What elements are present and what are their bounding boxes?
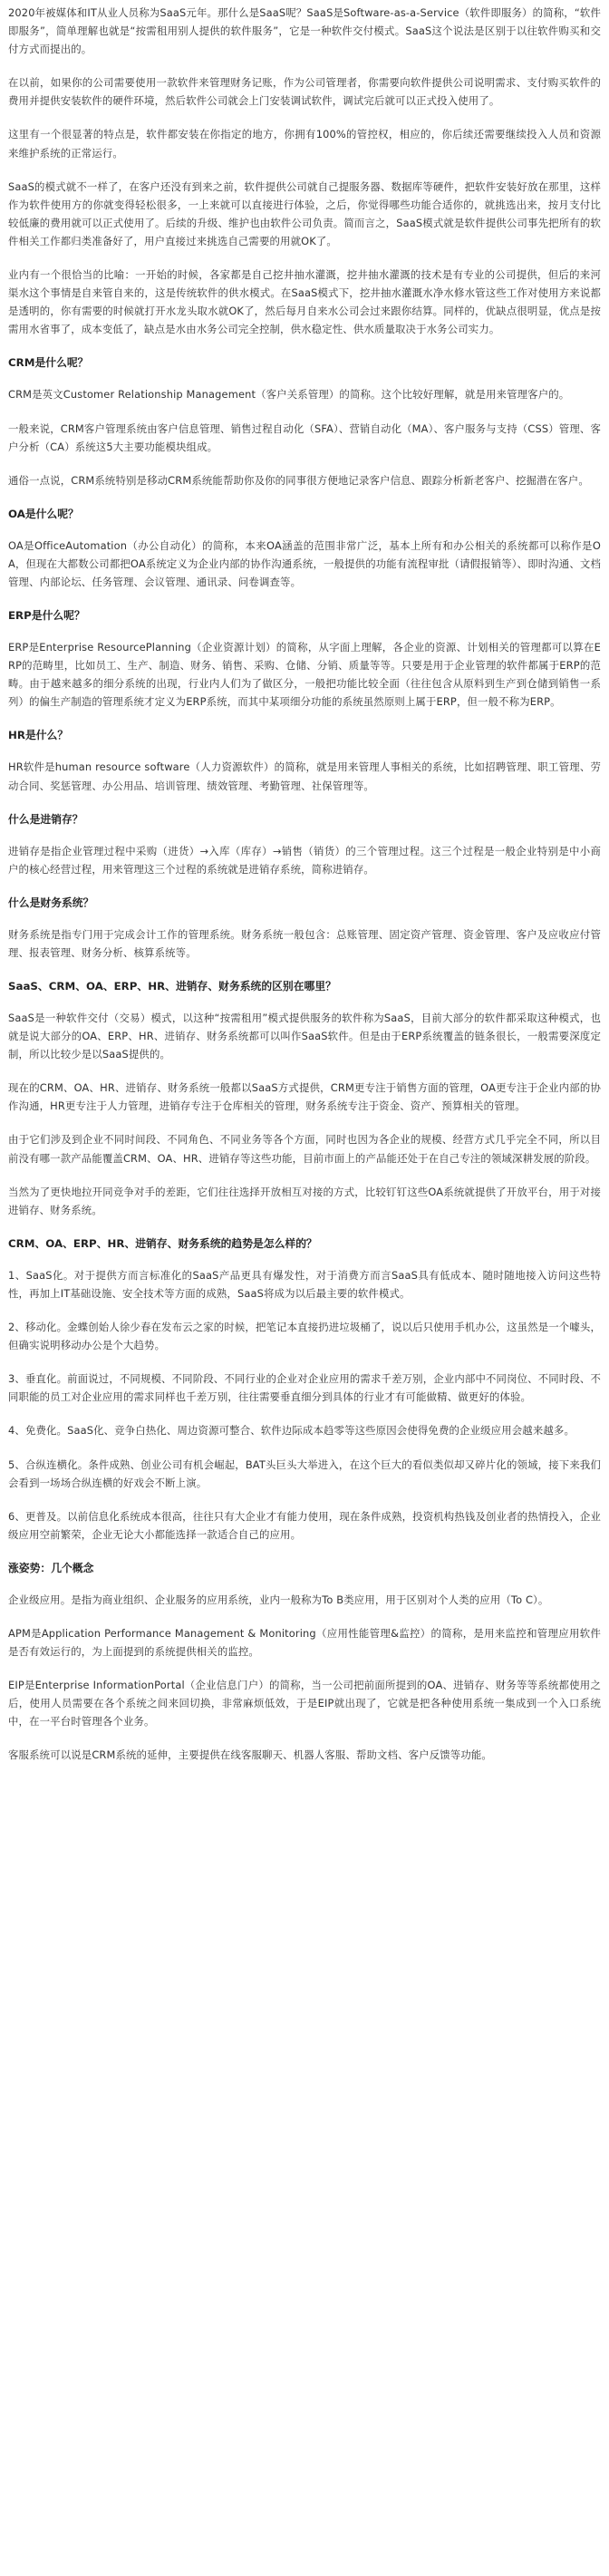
section-heading: CRM、OA、ERP、HR、进销存、财务系统的趋势是怎么样的？ [8, 1236, 317, 1250]
paragraph: 3、垂直化。前面说过，不同规模、不同阶段、不同行业的企业对企业应用的需求千差万别，企业内部中不同岗位、不同时段、不同职能的员工对企业应用的需求同样也千差万别，往往需要垂直细分到具体的行业才有可能做精、做更好的体验。 [8, 1372, 601, 1404]
paragraph: 一般来说，CRM客户管理系统由客户信息管理、销售过程自动化（SFA）、营销自动化（MA）、客户服务与支持（CSS）管理、客户分析（CA）系统这5大主要功能模块组成。 [8, 421, 601, 453]
paragraph: SaaS是一种软件交付（交易）模式，以这种“按需租用”模式提供服务的软件称为SaaS，目前大部分的软件都采取这种模式，也就是说大部分的OA、ERP、HR、进销存、财务系统都可以叫作SaaS软件。但是由于ERP系统覆盖的链条很长，一般需要深度定制，所以比较少是以SaaS提供的。 [8, 1012, 601, 1061]
paragraph: EIP是Enterprise InformationPortal（企业信息门户）的简称，当一公司把前面所提到的OA、进销存、财务等等系统都使用之后，使用人员需要在各个系统之间来回切换，非常麻烦低效，于是EIP就出现了，它就是把各种使用系统一集成到一个入口系统中，在一平台时管理各个业务。 [8, 1679, 601, 1729]
section-heading: 涨姿势：几个概念 [8, 1561, 94, 1574]
paragraph: 2、移动化。金蝶创始人徐少春在发布云之家的时候，把笔记本直接扔进垃圾桶了，说以后只使用手机办公，这虽然是一个噱头，但确实说明移动办公是个大趋势。 [8, 1321, 601, 1352]
paragraph: 5、合纵连横化。条件成熟、创业公司有机会崛起，BAT头巨头大举进入，在这个巨大的看似类似却又碎片化的领域，接下来我们会看到一场场合纵连横的好戏会不断上演。 [8, 1457, 601, 1489]
paragraph: CRM是英文Customer Relationship Management（客户关系管理）的简称。这个比较好理解，就是用来管理客户的。 [8, 388, 570, 402]
paragraph: 通俗一点说，CRM系统特别是移动CRM系统能帮助你及你的同事很方便地记录客户信息、跟踪分析新老客户、挖掘潜在客户。 [8, 473, 589, 487]
paragraph: 2020年被媒体和IT从业人员称为SaaS元年。那什么是SaaS呢？SaaS是Software-as-a-Service（软件即服务）的简称，“软件即服务”，简单理解也就是“按需租用别人提供的软件服务”，它是一种软件交付模式。SaaS这个说法是区别于以往软件购买和交付方式而提出的。 [8, 6, 601, 56]
paragraph: 当然为了更快地拉开同竞争对手的差距，它们往往选择开放相互对接的方式，比较钉钉这些OA系统就提供了开放平台，用于对接进销存、财务系统。 [8, 1185, 601, 1216]
paragraph: 客服系统可以说是CRM系统的延伸，主要提供在线客服聊天、机器人客服、帮助文档、客户反馈等功能。 [8, 1748, 492, 1762]
paragraph: ERP是Enterprise ResourcePlanning（企业资源计划）的简称，从字面上理解，各企业的资源、计划相关的管理都可以算在ERP的范畴里，比如员工、生产、制造、财务、销售、采购、仓储、分销、质量等等。只要是用于企业管理的软件都属于ERP的范畴。由于越来越多的细分系统的出现，行业内人们为了做区分，一般把功能比较全面（往往包含从原料到生产到仓储到销售一系列）的偏生产制造的管理系统才定义为ERP系统，而其中某项细分功能的系统虽然原则上属于ERP，但一般不称为ERP。 [8, 641, 601, 709]
paragraph: 现在的CRM、OA、HR、进销存、财务系统一般都以SaaS方式提供，CRM更专注于销售方面的管理，OA更专注于企业内部的协作沟通，HR更专注于人力管理，进销存专注于仓库相关的管理，财务系统专注于资金、资产、预算相关的管理。 [8, 1081, 601, 1113]
section-heading: SaaS、CRM、OA、ERP、HR、进销存、财务系统的区别在哪里？ [8, 980, 336, 993]
section-heading: HR是什么？ [8, 729, 69, 742]
paragraph: 这里有一个很显著的特点是，软件都安装在你指定的地方，你拥有100%的管控权，相应的，你后续还需要继续投入人员和资源来维护系统的正常运行。 [8, 128, 601, 160]
section-heading: OA是什么呢？ [8, 507, 79, 520]
paragraph: 在以前，如果你的公司需要使用一款软件来管理财务记账，作为公司管理者，你需要向软件提供公司说明需求、支付购买软件的费用并提供安装软件的硬件环境，然后软件公司就会上门安装调试软件，调试完后就可以正式投入使用了。 [8, 76, 601, 108]
paragraph: 进销存是指企业管理过程中采购（进货）→入库（库存）→销售（销货）的三个管理过程。这三个过程是一般企业特别是中小商户的核心经营过程，用来管理这三个过程的系统就是进销存系统，简称进销存。 [8, 844, 601, 876]
paragraph: 1、SaaS化。对于提供方而言标准化的SaaS产品更具有爆发性，对于消费方而言SaaS具有低成本、随时随地接入访问这些特性，再加上IT基础设施、安全技术等方面的成熟，SaaS将成为以后最主要的软件模式。 [8, 1268, 601, 1300]
section-heading: 什么是进销存？ [8, 812, 83, 826]
section-heading: CRM是什么呢？ [8, 356, 89, 370]
paragraph: OA是OfficeAutomation（办公自动化）的简称，本来OA涵盖的范围非常广泛，基本上所有和办公相关的系统都可以称作是OA，但现在大都数公司都把OA系统定义为企业内部的协作沟通系统，一般提供的功能有流程审批（请假报销等）、即时沟通、文档管理、内部论坛、任务管理、会议管理、通讯录、问卷调查等。 [8, 538, 601, 588]
paragraph: 4、免费化。SaaS化、竞争白热化、周边资源可整合、软件边际成本趋零等这些原因会使得免费的企业级应用会越来越多。 [8, 1424, 575, 1438]
paragraph: 企业级应用。是指为商业组织、企业服务的应用系统，业内一般称为To B类应用，用于区别对个人类的应用（To C）。 [8, 1593, 549, 1606]
paragraph: APM是Application Performance Management & Monitoring（应用性能管理&监控）的简称，是用来监控和管理应用软件是否有效运行的，为上面提到的系统提供相关的监控。 [8, 1626, 601, 1659]
section-heading: ERP是什么呢？ [8, 609, 85, 623]
paragraph: 由于它们涉及到企业不同时间段、不同角色、不同业务等各个方面，同时也因为各企业的规模、经营方式几乎完全不同，所以目前没有哪一款产品能覆盖CRM、OA、HR、进销存等这些功能，目前市面上的产品能还处于在自己专注的领域深耕发展的阶段。 [8, 1133, 601, 1165]
paragraph: SaaS的模式就不一样了，在客户还没有到来之前，软件提供公司就自己提服务器、数据库等硬件，把软件安装好放在那里，这样作为软件使用方的你就变得轻松很多，一上来就可以直接进行体验，之后，你觉得哪些功能合适你的，就挑选出来，按月支付比较低廉的费用就可以正式使用了。后续的升级、维护也由软件公司负责。简而言之，SaaS模式就是软件提供公司事先把所有的软件相关工作都归类准备好了，用户直接过来挑选自己需要的用就OK了。 [8, 179, 601, 247]
paragraph: HR软件是human resource software（人力资源软件）的简称，就是用来管理人事相关的系统，比如招聘管理、职工管理、劳动合同、奖惩管理、办公用品、培训管理、绩效管理、考勤管理、社保管理等。 [8, 760, 601, 792]
paragraph: 6、更普及。以前信息化系统成本很高，往往只有大企业才有能力使用，现在条件成熟，投资机构热钱及创业者的热情投入，企业级应用空前繁荣，企业无论大小都能选择一款适合自己的应用。 [8, 1509, 601, 1541]
paragraph: 财务系统是指专门用于完成会计工作的管理系统。财务系统一般包含：总账管理、固定资产管理、资金管理、客户及应收应付管理、报表管理、财务分析、核算系统等。 [8, 927, 601, 959]
section-heading: 什么是财务系统？ [8, 896, 94, 909]
paragraph: 业内有一个很恰当的比喻：一开始的时候，各家都是自己挖井抽水灌溉，挖井抽水灌溉的技术是有专业的公司提供，但后的来河渠水这个事情是自来管自来的，这是传统软件的供水模式。在SaaS模式下，挖井抽水灌溉水净水修水管这些工作对使用方来说都是透明的，你有需要的时候就打开水龙头取水就OK了，然后每月自来水公司会过来跟你结算。同样的，优缺点很明显，优点是按需用水省事了，成本变低了，缺点是水由水务公司完全控制，供水稳定性、供水质量取决于水务公司实力。 [8, 268, 601, 336]
